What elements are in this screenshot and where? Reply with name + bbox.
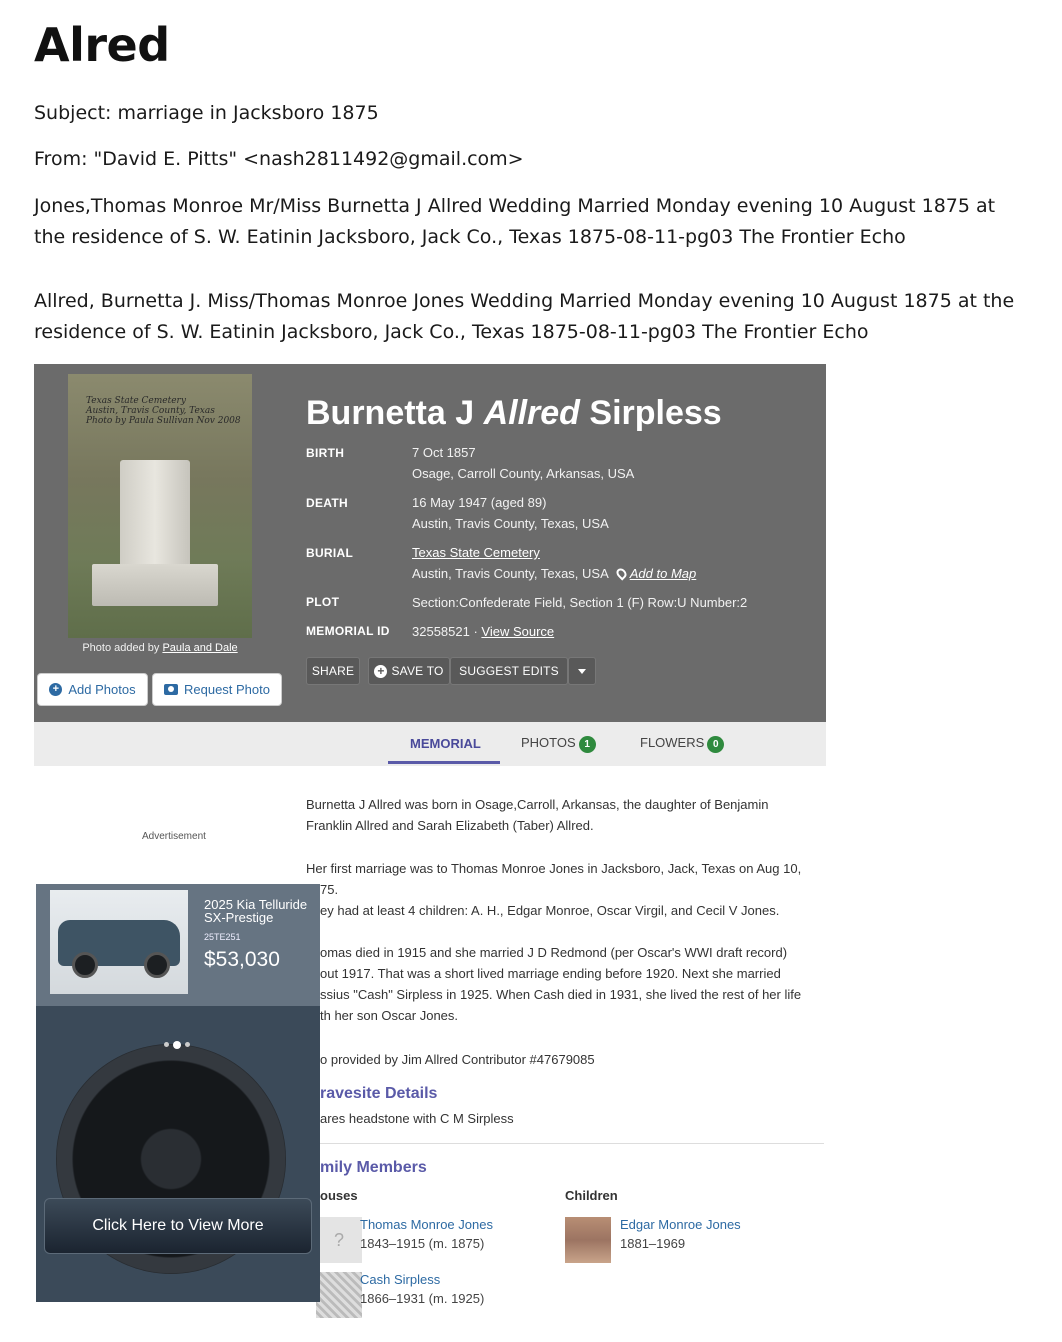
chevron-down-icon [578,669,586,674]
memorial-tabs [34,722,826,766]
section-divider [306,1143,824,1144]
document-title: Alred [34,18,170,72]
photos-count-badge: 1 [579,736,596,753]
add-photos-button[interactable]: + Add Photos [37,673,148,706]
email-from: From: "David E. Pitts" <nash2811492@gmail.com> [34,148,524,170]
carousel-dots[interactable] [164,1042,190,1049]
record-allred: Allred, Burnetta J. Miss/Thomas Monroe Jones Wedding Married Monday evening 10 August 1875 at the residence of S. W. Eatinin Jacksboro, Jack Co., Texas 1875-08-11-pg03 The Frontier Echo [34,290,1015,343]
gravesite-heading: ravesite Details [320,1085,438,1102]
family-heading: mily Members [320,1159,427,1176]
plus-circle-icon: + [49,683,62,696]
photo-credit-link[interactable]: Paula and Dale [162,642,238,654]
child-photo-edgar[interactable] [565,1217,611,1263]
photo-credit: Photo added by Paula and Dale [82,642,238,654]
plus-circle-icon: + [374,665,387,678]
headstone-shape [120,460,190,578]
share-button[interactable]: SHARE [306,657,360,685]
advertisement-label: Advertisement [142,831,206,842]
birth-label: BIRTH [306,446,345,460]
active-tab-indicator [388,761,500,764]
cemetery-link[interactable]: Texas State Cemetery [412,545,540,560]
death-value: 16 May 1947 (aged 89) Austin, Travis County, Texas, USA [412,495,609,531]
spouse-dates-cash: 1866–1931 (m. 1925) [360,1291,485,1306]
add-to-map-link[interactable]: Add to Map [629,566,697,581]
burial-label: BURIAL [306,546,354,560]
plot-label: PLOT [306,595,340,609]
car-advertisement[interactable] [36,884,320,1302]
spouses-label: ouses [320,1188,358,1203]
bio-contributor: o provided by Jim Allred Contributor #47679085 [320,1052,595,1067]
camera-icon [164,684,178,695]
request-photo-button[interactable]: Request Photo [152,673,282,706]
ad-car-model: 2025 Kia Telluride SX-Prestige [204,897,308,925]
car-wheel-shape [144,952,170,978]
children-label: Children [565,1188,618,1203]
memorial-id-label: MEMORIAL ID [306,624,390,638]
burial-value: Texas State Cemetery Austin, Travis County, Texas, USA Add to Map [412,545,697,581]
ad-stock-code: 25TE251 [204,932,241,942]
tab-flowers[interactable]: FLOWERS 0 [640,735,724,753]
save-to-button[interactable]: + SAVE TO [368,657,450,685]
suggest-edits-button[interactable]: SUGGEST EDITS [450,657,568,685]
birth-value: 7 Oct 1857 Osage, Carroll County, Arkansas, USA [412,445,635,481]
spouse-photo-cash[interactable] [316,1272,362,1318]
bio-paragraph-1: Burnetta J Allred was born in Osage,Carroll, Arkansas, the daughter of Benjamin Franklin Allred and Sarah Elizabeth (Taber) Allred. [306,797,769,833]
ad-listing [36,884,320,1006]
memorial-header [34,364,826,722]
flowers-count-badge: 0 [707,736,724,753]
headstone-base-shape [92,564,218,606]
spouse-link-cash[interactable]: Cash Sirpless [360,1272,441,1287]
car-wheel-shape [72,952,98,978]
gravesite-text: ares headstone with C M Sirpless [320,1111,514,1126]
photo-handwritten-caption: Texas State Cemetery Austin, Travis County, Texas Photo by Paula Sullivan Nov 2008 [86,396,241,426]
tab-photos[interactable]: PHOTOS 1 [521,735,596,753]
headstone-photo[interactable] [68,374,252,638]
child-dates-edgar: 1881–1969 [620,1236,686,1251]
tab-memorial[interactable]: MEMORIAL [410,736,481,751]
bio-paragraph-2: Her first marriage was to Thomas Monroe Jones in Jacksboro, Jack, Texas on Aug 10, 75. ey had at least 4 children: A. H., Edgar Monroe, Oscar Virgil, and Cecil V Jones. [306,861,802,918]
email-subject: Subject: marriage in Jacksboro 1875 [34,102,379,124]
view-more-button[interactable]: Click Here to View More [44,1198,312,1254]
map-pin-icon [614,566,628,580]
bio-paragraph-3: omas died in 1915 and she married J D Redmond (per Oscar's WWI draft record) out 1917. That was a short lived marriage ending before 1920. Next she married ssius "Cash" Sirpless in 1925. When Cash died in 1931, she lived the rest of her life th her son Oscar Jones. [320,945,802,1023]
ad-price: $53,030 [204,948,280,971]
spouse-dates-thomas: 1843–1915 (m. 1875) [360,1236,485,1251]
more-actions-button[interactable] [568,657,596,685]
memorial-id-value: 32558521 · View Source [412,624,555,639]
memorial-name: Burnetta J Allred Sirpless [306,394,722,432]
spouse-link-thomas[interactable]: Thomas Monroe Jones [360,1217,493,1232]
view-source-link[interactable]: View Source [481,624,555,639]
death-label: DEATH [306,496,348,510]
child-link-edgar[interactable]: Edgar Monroe Jones [620,1217,741,1232]
plot-value: Section:Confederate Field, Section 1 (F) Row:U Number:2 [412,595,748,610]
placeholder-photo-icon: ? [316,1217,362,1263]
record-jones: Jones,Thomas Monroe Mr/Miss Burnetta J Allred Wedding Married Monday evening 10 August 1875 at the residence of S. W. Eatinin Jacksboro, Jack Co., Texas 1875-08-11-pg03 The Frontier Echo [34,195,996,248]
car-image [50,890,188,994]
